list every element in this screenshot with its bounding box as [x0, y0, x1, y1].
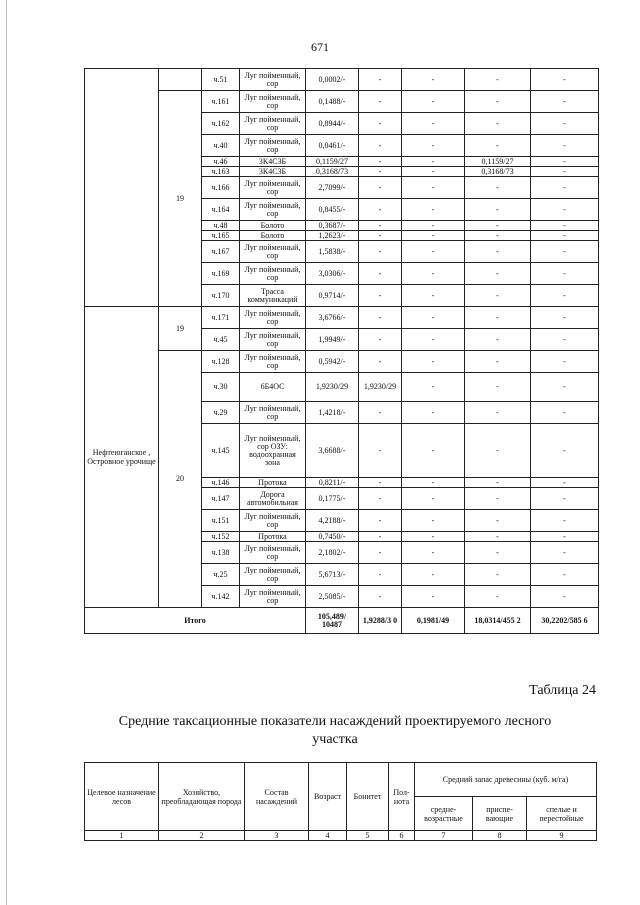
land-type-cell: Луг пойменный, сор — [240, 177, 306, 199]
stock-cell: - — [402, 113, 465, 135]
area-cell: 5,6713/- — [306, 564, 359, 586]
column-number-cell: 7 — [415, 831, 473, 841]
stock-cell: - — [359, 113, 402, 135]
stock-cell: - — [359, 69, 402, 91]
stock-cell: - — [402, 542, 465, 564]
table-caption: Таблица 24 — [529, 683, 596, 698]
area-cell: 0,8455/- — [306, 199, 359, 221]
vydel-cell: ч.163 — [202, 167, 240, 177]
land-type-cell: Луг пойменный, сор ОЗУ: водоохранная зона — [240, 424, 306, 478]
stock-cell: - — [465, 231, 531, 241]
area-cell: 1,5838/- — [306, 241, 359, 263]
vydel-cell: ч.48 — [202, 221, 240, 231]
stock-cell: - — [359, 586, 402, 608]
stock-cell: - — [359, 402, 402, 424]
area-cell: 1,9230/29 — [306, 373, 359, 402]
stock-cell: - — [402, 167, 465, 177]
table-title: Средние таксационные показатели насаждений проектируемого лесного участка — [118, 714, 552, 747]
area-cell: 1,4218/- — [306, 402, 359, 424]
stock-cell: - — [359, 510, 402, 532]
vydel-cell: ч.166 — [202, 177, 240, 199]
vydel-cell: ч.152 — [202, 532, 240, 542]
stock-cell: - — [465, 91, 531, 113]
stock-cell: - — [359, 564, 402, 586]
stock-cell: - — [359, 241, 402, 263]
stock-cell: - — [402, 478, 465, 488]
stock-cell: - — [531, 135, 599, 157]
header-bonitet: Бонитет — [347, 763, 389, 831]
vydel-cell: ч.142 — [202, 586, 240, 608]
column-number-cell: 9 — [527, 831, 597, 841]
area-cell: 3,6766/- — [306, 307, 359, 329]
stock-cell: - — [359, 307, 402, 329]
stock-cell: - — [465, 69, 531, 91]
stock-cell: - — [402, 351, 465, 373]
header-age: Возраст — [309, 763, 347, 831]
total-label-cell: Итого — [85, 608, 306, 634]
column-number-cell: 8 — [473, 831, 527, 841]
land-type-cell: Луг пойменный, сор — [240, 510, 306, 532]
stock-cell: - — [531, 157, 599, 167]
vydel-cell: ч.169 — [202, 263, 240, 285]
land-type-cell: Протока — [240, 478, 306, 488]
area-cell: 2,7099/- — [306, 177, 359, 199]
total-stock-cell: 30,2202/585 6 — [531, 608, 599, 634]
scan-edge-line — [6, 0, 7, 905]
table-row — [85, 91, 599, 113]
area-cell: 0,3168/73 — [306, 167, 359, 177]
stock-cell: - — [465, 221, 531, 231]
column-number-cell: 1 — [85, 831, 159, 841]
land-type-cell: Луг пойменный, сор — [240, 241, 306, 263]
kvartal-cell — [159, 69, 202, 91]
location-cell: Нефтеюганское , Островное урочище — [85, 307, 159, 608]
stock-cell: - — [465, 402, 531, 424]
vydel-cell: ч.151 — [202, 510, 240, 532]
land-type-cell: Луг пойменный, сор — [240, 329, 306, 351]
stock-cell: - — [465, 532, 531, 542]
stock-cell: - — [465, 564, 531, 586]
stock-cell: - — [402, 532, 465, 542]
header-farm: Хозяйство, преобладающая порода — [159, 763, 245, 831]
stock-cell: - — [359, 478, 402, 488]
land-type-cell: Болото — [240, 231, 306, 241]
land-type-cell: Луг пойменный, сор — [240, 351, 306, 373]
land-type-cell: Трасса коммуникаций — [240, 285, 306, 307]
vydel-cell: ч.164 — [202, 199, 240, 221]
area-cell: 0,3687/- — [306, 221, 359, 231]
land-type-cell: Луг пойменный, сор — [240, 307, 306, 329]
stock-cell: - — [531, 532, 599, 542]
stock-cell: - — [402, 586, 465, 608]
vydel-cell: ч.29 — [202, 402, 240, 424]
stock-cell: - — [465, 488, 531, 510]
area-cell: 2,1802/- — [306, 542, 359, 564]
column-number-cell: 3 — [245, 831, 309, 841]
stock-cell: - — [359, 199, 402, 221]
stock-cell: - — [359, 285, 402, 307]
stock-cell: - — [465, 263, 531, 285]
land-type-cell: Луг пойменный, сор — [240, 402, 306, 424]
land-type-cell: 3К4С3Б — [240, 157, 306, 167]
total-row — [85, 608, 599, 634]
stock-cell: - — [531, 542, 599, 564]
stock-cell: - — [465, 424, 531, 478]
stock-cell: - — [465, 586, 531, 608]
stock-cell: - — [402, 177, 465, 199]
stock-cell: - — [359, 157, 402, 167]
stock-cell: - — [402, 402, 465, 424]
stock-cell: - — [402, 329, 465, 351]
header-mature: спелые и перестойные — [527, 797, 597, 831]
table-row — [85, 307, 599, 329]
stock-cell: - — [465, 329, 531, 351]
land-type-cell: Луг пойменный, сор — [240, 586, 306, 608]
location-cell — [85, 69, 159, 307]
stock-cell: - — [402, 307, 465, 329]
stock-cell: - — [465, 177, 531, 199]
area-cell: 0,1159/27 — [306, 157, 359, 167]
stock-cell: - — [465, 285, 531, 307]
header-density: Пол- нота — [389, 763, 415, 831]
stock-cell: - — [359, 488, 402, 510]
stock-cell: - — [531, 221, 599, 231]
stock-cell: - — [531, 329, 599, 351]
vydel-cell: ч.170 — [202, 285, 240, 307]
area-cell: 0,8211/- — [306, 478, 359, 488]
stock-cell: 0,3168/73 — [465, 167, 531, 177]
stock-cell: - — [465, 373, 531, 402]
stock-cell: - — [402, 199, 465, 221]
vydel-cell: ч.146 — [202, 478, 240, 488]
area-cell: 3,6688/- — [306, 424, 359, 478]
vydel-cell: ч.161 — [202, 91, 240, 113]
stock-cell: - — [402, 564, 465, 586]
stock-cell: - — [402, 285, 465, 307]
area-cell: 2,5085/- — [306, 586, 359, 608]
stock-cell: 1,9230/29 — [359, 373, 402, 402]
total-stock-cell: 0,1981/49 — [402, 608, 465, 634]
stock-cell: - — [402, 373, 465, 402]
vydel-cell: ч.138 — [202, 542, 240, 564]
stock-cell: - — [359, 263, 402, 285]
land-type-cell: Луг пойменный, сор — [240, 135, 306, 157]
area-cell: 4,2188/- — [306, 510, 359, 532]
land-type-cell: 3К4С3Б — [240, 167, 306, 177]
stock-cell: - — [465, 478, 531, 488]
land-type-cell: Дорога автомобильная — [240, 488, 306, 510]
area-cell: 0,7450/- — [306, 532, 359, 542]
stock-cell: - — [531, 488, 599, 510]
area-cell: 0,0002/- — [306, 69, 359, 91]
stock-cell: - — [402, 69, 465, 91]
stock-cell: - — [531, 586, 599, 608]
stock-cell: - — [402, 263, 465, 285]
vydel-cell: ч.25 — [202, 564, 240, 586]
stock-cell: - — [402, 157, 465, 167]
column-number-cell: 6 — [389, 831, 415, 841]
stock-cell: - — [531, 241, 599, 263]
land-type-cell: Луг пойменный, сор — [240, 263, 306, 285]
stock-cell: - — [402, 231, 465, 241]
stock-cell: - — [359, 351, 402, 373]
land-type-cell: Луг пойменный, сор — [240, 564, 306, 586]
vydel-cell: ч.30 — [202, 373, 240, 402]
header-stock: Средний запас древесины (куб. м/га) — [415, 763, 597, 797]
header-composition: Состав насаждений — [245, 763, 309, 831]
stock-cell: - — [531, 564, 599, 586]
land-type-cell: Луг пойменный, сор — [240, 69, 306, 91]
land-type-cell: Протока — [240, 532, 306, 542]
stock-cell: - — [402, 241, 465, 263]
area-cell: 0,9714/- — [306, 285, 359, 307]
stock-cell: - — [359, 329, 402, 351]
stock-cell: - — [402, 135, 465, 157]
area-cell: 0,5942/- — [306, 351, 359, 373]
forest-plots-table — [84, 68, 599, 634]
column-number-cell: 5 — [347, 831, 389, 841]
vydel-cell: ч.167 — [202, 241, 240, 263]
stock-cell: - — [531, 478, 599, 488]
stock-cell: - — [531, 113, 599, 135]
vydel-cell: ч.147 — [202, 488, 240, 510]
stock-cell: - — [359, 231, 402, 241]
area-cell: 3,0306/- — [306, 263, 359, 285]
land-type-cell: Болото — [240, 221, 306, 231]
stock-cell: - — [531, 307, 599, 329]
table-row — [85, 69, 599, 91]
stock-cell: - — [531, 263, 599, 285]
stock-cell: - — [402, 424, 465, 478]
stock-cell: - — [531, 167, 599, 177]
stock-cell: - — [359, 135, 402, 157]
header-middle-aged: средне- возрастные — [415, 797, 473, 831]
stock-cell: - — [465, 542, 531, 564]
stock-cell: - — [359, 167, 402, 177]
stock-cell: - — [402, 488, 465, 510]
stock-cell: - — [359, 542, 402, 564]
stock-cell: - — [359, 221, 402, 231]
vydel-cell: ч.51 — [202, 69, 240, 91]
header-approaching: приспе- вающие — [473, 797, 527, 831]
stock-cell: - — [531, 177, 599, 199]
stock-cell: - — [359, 91, 402, 113]
stock-cell: - — [531, 373, 599, 402]
stock-cell: - — [531, 285, 599, 307]
stock-cell: - — [465, 510, 531, 532]
stock-cell: - — [531, 69, 599, 91]
stock-cell: - — [402, 510, 465, 532]
stock-cell: - — [465, 113, 531, 135]
total-stock-cell: 18,0314/455 2 — [465, 608, 531, 634]
stock-cell: - — [359, 177, 402, 199]
stock-cell: - — [402, 221, 465, 231]
stock-cell: - — [531, 231, 599, 241]
vydel-cell: ч.162 — [202, 113, 240, 135]
land-type-cell: Луг пойменный, сор — [240, 542, 306, 564]
stock-cell: 0,1159/27 — [465, 157, 531, 167]
stock-cell: - — [531, 351, 599, 373]
vydel-cell: ч.171 — [202, 307, 240, 329]
area-cell: 1,2623/- — [306, 231, 359, 241]
stock-cell: - — [531, 199, 599, 221]
area-cell: 0,0461/- — [306, 135, 359, 157]
land-type-cell: Луг пойменный, сор — [240, 199, 306, 221]
kvartal-cell: 19 — [159, 91, 202, 307]
stock-cell: - — [402, 91, 465, 113]
area-cell: 0,1488/- — [306, 91, 359, 113]
stock-cell: - — [465, 307, 531, 329]
stock-cell: - — [531, 91, 599, 113]
page-number: 671 — [311, 40, 329, 54]
stock-cell: - — [465, 241, 531, 263]
total-stock-cell: 1,9288/3 0 — [359, 608, 402, 634]
stock-cell: - — [531, 424, 599, 478]
stock-cell: - — [465, 199, 531, 221]
area-cell: 1,9949/- — [306, 329, 359, 351]
stock-cell: - — [531, 510, 599, 532]
stand-indicators-header-table — [84, 762, 597, 841]
table-row — [85, 351, 599, 373]
column-number-cell: 4 — [309, 831, 347, 841]
land-type-cell: Луг пойменный, сор — [240, 91, 306, 113]
vydel-cell: ч.128 — [202, 351, 240, 373]
header-purpose: Целевое назначение лесов — [85, 763, 159, 831]
vydel-cell: ч.165 — [202, 231, 240, 241]
total-area-cell: 105,489/ 10487 — [306, 608, 359, 634]
kvartal-cell: 20 — [159, 351, 202, 608]
vydel-cell: ч.45 — [202, 329, 240, 351]
stock-cell: - — [531, 402, 599, 424]
stock-cell: - — [359, 532, 402, 542]
kvartal-cell: 19 — [159, 307, 202, 351]
stock-cell: - — [359, 424, 402, 478]
vydel-cell: ч.40 — [202, 135, 240, 157]
area-cell: 0,8944/- — [306, 113, 359, 135]
land-type-cell: 6Б4ОС — [240, 373, 306, 402]
vydel-cell: ч.145 — [202, 424, 240, 478]
land-type-cell: Луг пойменный, сор — [240, 113, 306, 135]
vydel-cell: ч.46 — [202, 157, 240, 167]
area-cell: 0,1775/- — [306, 488, 359, 510]
column-number-cell: 2 — [159, 831, 245, 841]
stock-cell: - — [465, 135, 531, 157]
stock-cell: - — [465, 351, 531, 373]
